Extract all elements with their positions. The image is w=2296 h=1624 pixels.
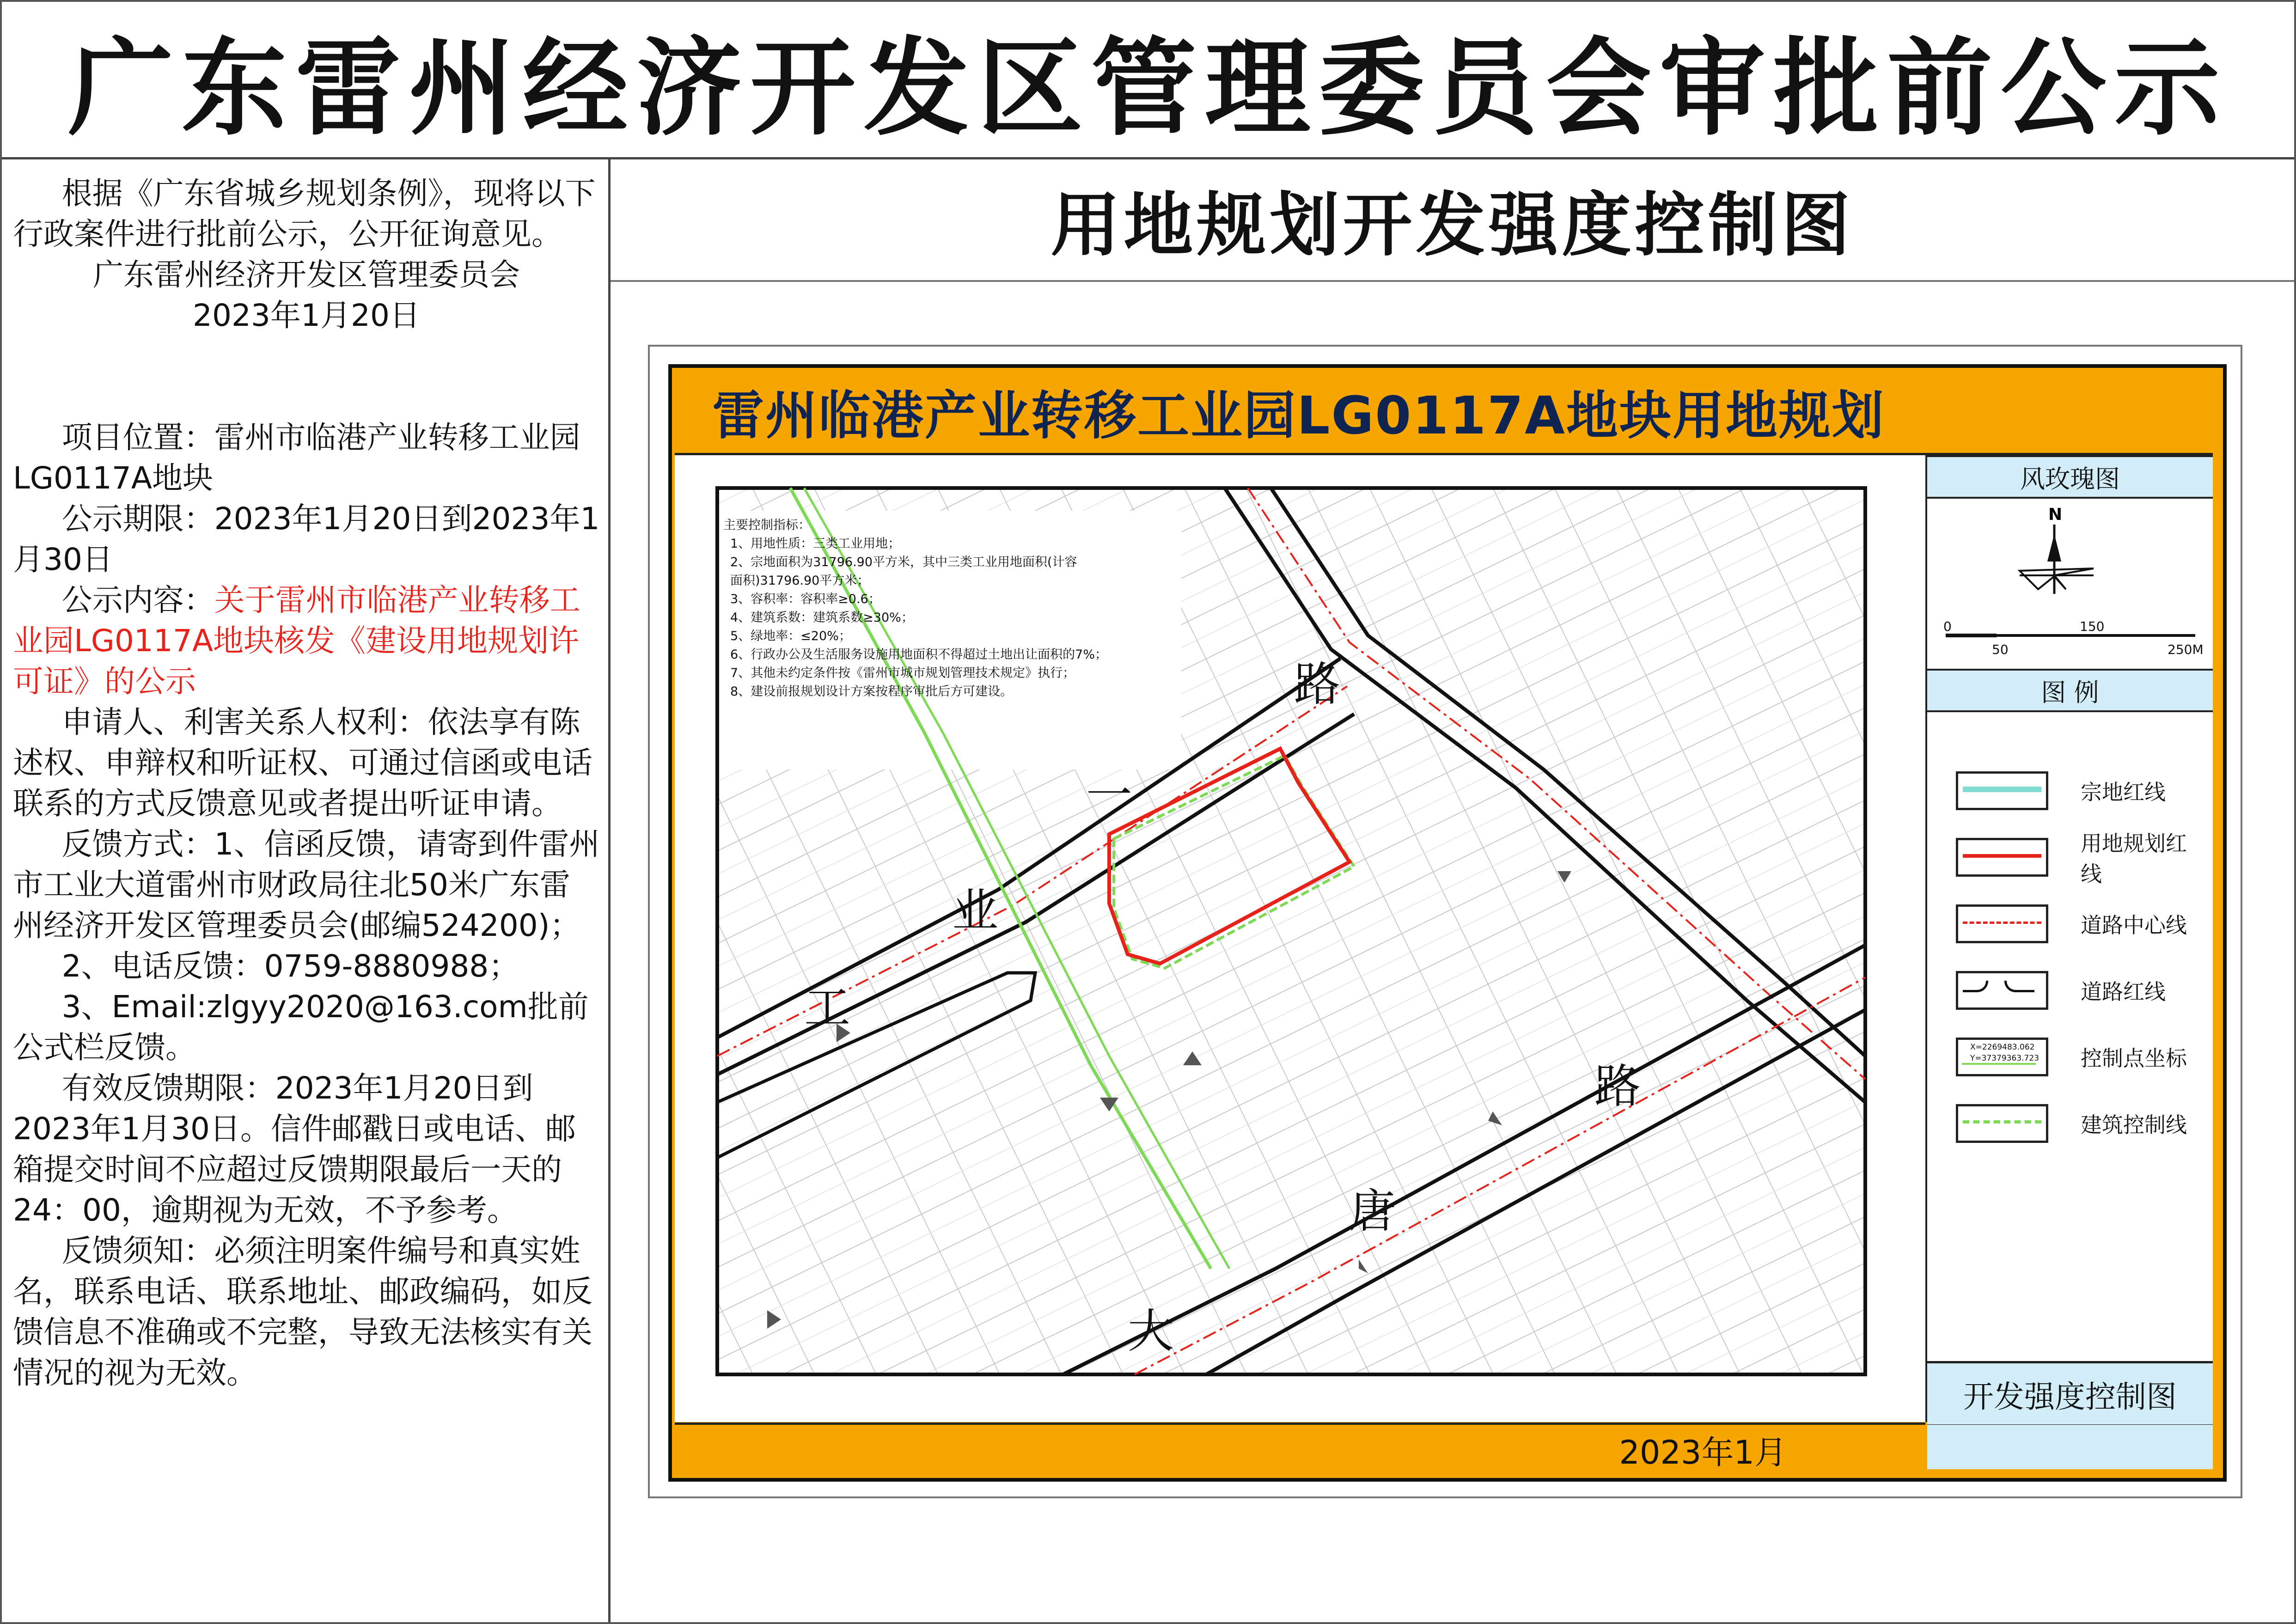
notice-period: 公示期限：2023年1月20日到2023年1月30日 (13, 501, 600, 577)
notice-feedback-2: 2、电话反馈：0759-8880988； (61, 948, 519, 984)
legend-title: 图 例 (1927, 669, 2213, 712)
legend-label: 用地规划红线 (2081, 831, 2187, 886)
notice-text (13, 173, 600, 1393)
road-char-3: 业 (952, 884, 998, 938)
scale-label-250: 250M (2168, 642, 2204, 657)
parcel-line-swatch (1956, 771, 2048, 810)
control-point-swatch (1956, 1038, 2048, 1076)
indicator-2: 2、宗地面积为31796.90平方米，其中三类工业用地面积(计容 (730, 555, 1077, 569)
notice-content-label: 公示内容： (61, 582, 214, 618)
legend-item-control-point (1956, 1034, 2205, 1080)
scale-bar-segment (1946, 634, 1997, 637)
indicator-5: 4、建筑系数：建筑系数≥30%； (730, 611, 914, 625)
date-strip (675, 1423, 1925, 1469)
notice-org: 广东雷州经济开发区管理委员会 (93, 257, 520, 293)
wind-rose-title: 风玫瑰图 (1927, 455, 2213, 499)
indicator-3: 面积)31796.90平方米； (730, 574, 870, 588)
north-head-icon (2047, 534, 2061, 562)
notice-spacer (13, 336, 600, 417)
scale-label-0: 0 (1943, 619, 1952, 634)
date-strip-right (1927, 1423, 2213, 1469)
legend-panel (1927, 453, 2213, 1421)
wind-rose-icon (2020, 568, 2094, 589)
board-title: 广东雷州经济开发区管理委员会审批前公示 (68, 26, 2228, 150)
build-line-swatch (1956, 1104, 2048, 1143)
indicator-8: 7、其他未约定条件按《雷州市城市规划管理技术规定》执行； (730, 666, 1075, 680)
board-title-bar (2, 2, 2294, 159)
notice-notes: 反馈须知：必须注明案件编号和真实姓名，联系电话、联系地址、邮政编码，如反馈信息不准确或不完整，导致无法核实有关情况的视为无效。 (13, 1233, 592, 1391)
legend-item-build-line (1956, 1100, 2205, 1147)
map-title-strip (675, 371, 1923, 452)
road-char-1: 路 (1294, 657, 1340, 711)
map-title: 雷州临港产业转移工业园LG0117A地块用地规划 (712, 385, 1885, 446)
road-line-swatch (1956, 971, 2048, 1010)
road-char-4: 工 (804, 981, 850, 1035)
legend-label: 控制点坐标 (2081, 1046, 2187, 1071)
notice-content (13, 580, 600, 702)
site-map (675, 455, 1925, 1422)
notice-rights: 申请人、利害关系人权利：依法享有陈述权、申辩权和听证权、可通过信函或电话联系的方式反馈意见或者提出听证申请。 (13, 704, 592, 821)
road-char-2: 一 (1086, 768, 1132, 822)
scale-label-50: 50 (1992, 642, 2009, 657)
control-point-y: Y=37379363.723 (1970, 1054, 2040, 1063)
map-area (675, 453, 1928, 1422)
indicator-1: 1、用地性质：三类工业用地； (730, 537, 901, 551)
control-point-x: X=2269483.062 (1970, 1043, 2035, 1052)
legend-item-parcel (1956, 768, 2205, 814)
notice-deadline: 有效反馈期限：2023年1月20日到2023年1月30日。信件邮戳日或电话、邮箱提交时间不应超过反馈期限最后一天的24：00，逾期视为无效，不予参考。 (13, 1070, 576, 1228)
plan-subtitle: 用地规划开发强度控制图 (1050, 185, 1854, 266)
notice-content-value: 关于雷州市临港产业转移工业园LG0117A地块核发《建设用地规划许可证》的公示 (13, 582, 580, 699)
indicators-title: 主要控制指标： (723, 518, 811, 532)
wind-rose (1927, 497, 2213, 672)
notice-feedback-1: 反馈方式：1、信函反馈，请寄到件雷州市工业大道雷州市财政局往北50米广东雷州经济开发区管理委员会(邮编524200)； (13, 826, 600, 943)
indicator-9: 8、建设前报规划设计方案按程序审批后方可建设。 (730, 684, 1013, 699)
north-label: N (2048, 505, 2063, 524)
legend-item-road-line (1956, 967, 2205, 1013)
legend-item-centerline (1956, 901, 2205, 947)
notice-feedback-3: 3、Email:zlgyy2020@163.com批前公式栏反馈。 (13, 989, 589, 1065)
red-line-swatch (1956, 838, 2048, 877)
indicator-6: 5、绿地率：≤20%； (730, 629, 851, 643)
road-char-6: 唐 (1350, 1184, 1396, 1238)
indicator-7: 6、行政办公及生活服务设施用地面积不得超过土地出让面积的7%； (730, 647, 1108, 662)
road-char-5: 路 (1594, 1059, 1641, 1113)
notice-date: 2023年1月20日 (193, 298, 420, 333)
legend-item-red-line (1956, 831, 2205, 886)
legend-footer: 开发强度控制图 (1927, 1361, 2213, 1424)
legend-label: 道路中心线 (2081, 913, 2187, 938)
centerline-swatch (1956, 904, 2048, 943)
plan-subtitle-bar (611, 158, 2294, 282)
scale-label-150: 150 (2080, 619, 2105, 634)
legend-label: 建筑控制线 (2081, 1112, 2187, 1137)
notice-intro: 根据《广东省城乡规划条例》，现将以下行政案件进行批前公示，公开征询意见。 (13, 176, 596, 252)
notice-location: 项目位置：雷州市临港产业转移工业园LG0117A地块 (13, 420, 580, 496)
legend-label: 道路红线 (2081, 979, 2166, 1004)
indicator-4: 3、容积率：容积率≥0.6； (730, 592, 881, 606)
road-char-7: 大 (1128, 1304, 1174, 1358)
map-date: 2023年1月 (1619, 1434, 1787, 1471)
notice-column (2, 158, 611, 1622)
legend-label: 宗地红线 (2081, 780, 2166, 805)
